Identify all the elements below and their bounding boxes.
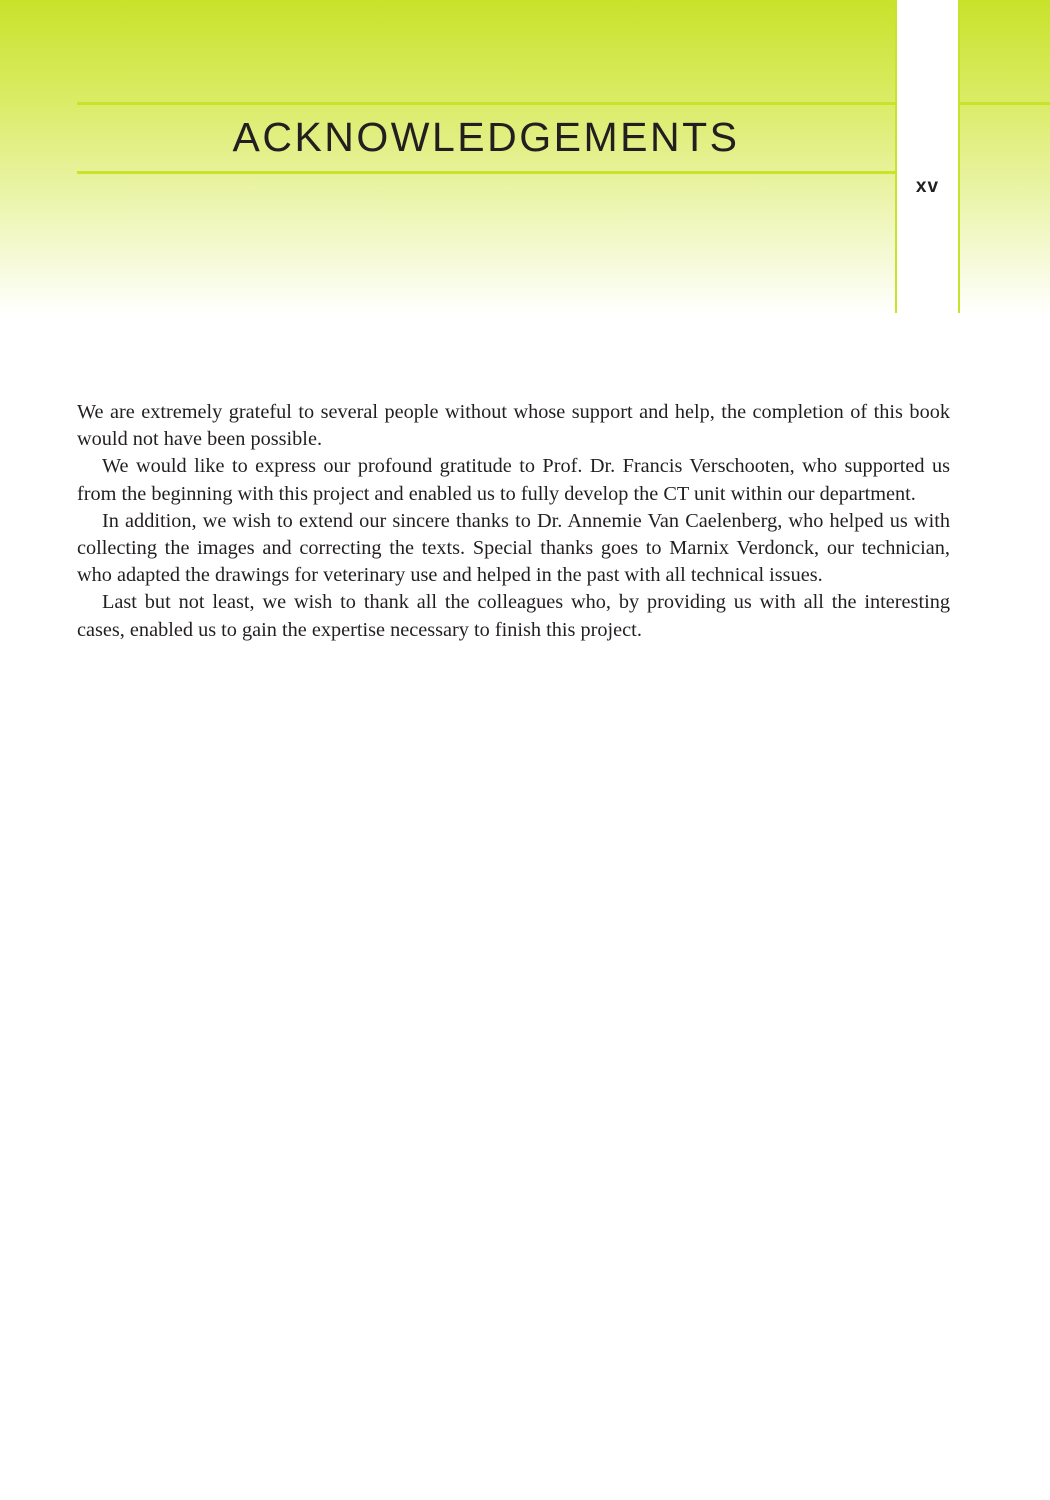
title-rule-top-right bbox=[958, 102, 1050, 105]
page-number: xv bbox=[915, 176, 940, 197]
paragraph: Last but not least, we wish to thank all the colleagues who, by providing us with all the interesting cases, enabled us to gain the expertise necessary to finish this project. bbox=[77, 591, 950, 641]
title-rule-top bbox=[77, 102, 895, 105]
page-tab-strip bbox=[895, 0, 960, 313]
title-rule-bottom bbox=[77, 171, 895, 174]
paragraph: We would like to express our profound gratitude to Prof. Dr. Francis Verschooten, who supported us from the beginning with this project and enabled us to fully develop the CT unit within our department. bbox=[77, 455, 950, 505]
body-text bbox=[77, 399, 950, 644]
page-title: ACKNOWLEDGEMENTS bbox=[232, 114, 740, 160]
paragraph: We are extremely grateful to several people without whose support and help, the completion of this book would not have been possible. bbox=[77, 401, 950, 451]
paragraph: In addition, we wish to extend our sincere thanks to Dr. Annemie Van Caelenberg, who helped us with collecting the images and correcting the texts. Special thanks goes to Marnix Verdonck, our technician, who adapted the drawings for veterinary use and helped in the past with all technical issues. bbox=[77, 509, 950, 587]
